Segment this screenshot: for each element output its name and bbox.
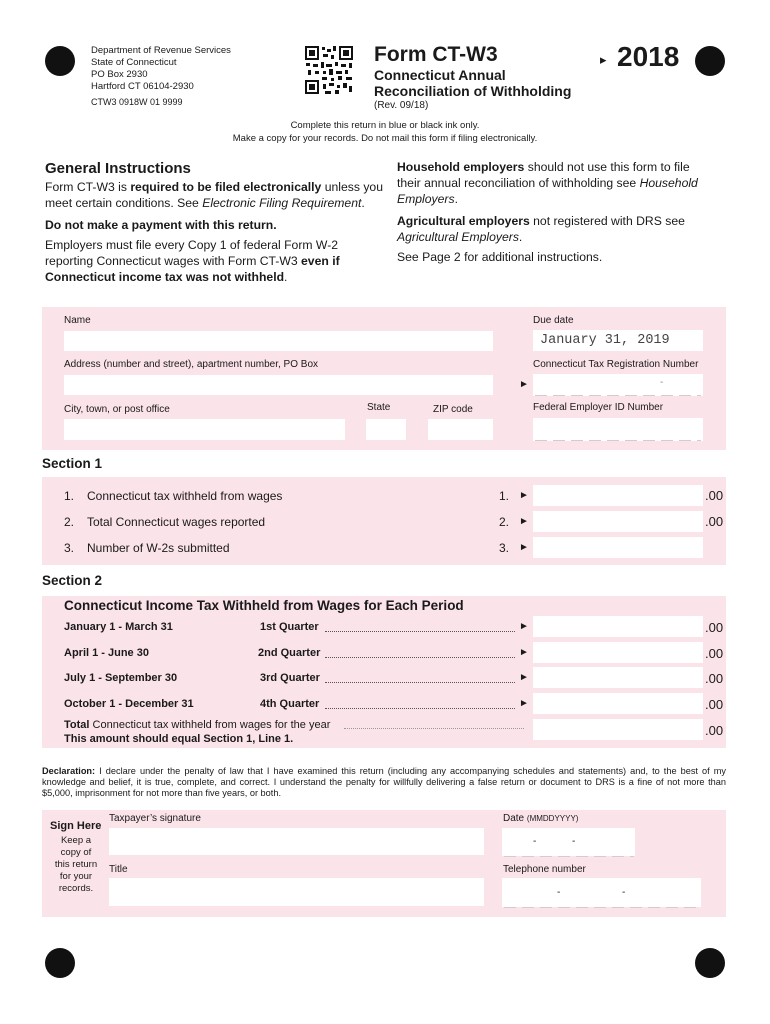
instructions-para-1: Form CT-W3 is required to be filed electronically unless you meet certain conditions. See Electronic Filing Requirement. — [45, 180, 383, 210]
zip-label: ZIP code — [433, 404, 473, 415]
year-arrow-icon: ▸ — [600, 52, 607, 67]
arrow-icon: ► — [519, 672, 529, 683]
instructions-heading: General Instructions — [45, 160, 191, 177]
q1-period: January 1 - March 31 — [64, 621, 173, 633]
date-separator: - — [533, 836, 537, 847]
form-subtitle-1: Connecticut Annual — [374, 67, 506, 83]
arrow-icon: ► — [519, 621, 529, 632]
line-1-label: Connecticut tax withheld from wages — [87, 489, 283, 503]
see-page-2-note: See Page 2 for additional instructions. — [397, 250, 603, 264]
q4-cents: .00 — [705, 697, 724, 712]
digit-guides — [535, 440, 701, 441]
q2-label: 2nd Quarter — [258, 647, 321, 659]
line-1-ref: 1. — [499, 489, 510, 503]
phone-separator: - — [557, 887, 561, 898]
q4-label: 4th Quarter — [260, 698, 320, 710]
instructions-para-3: Employers must file every Copy 1 of federal Form W-2 reporting Connecticut wages with Form CT-W3 even if Connecticut income tax was not withheld. — [45, 238, 340, 284]
signature-input[interactable] — [109, 828, 484, 855]
q3-cents: .00 — [705, 671, 724, 686]
due-date-field — [533, 330, 703, 351]
phone-separator: - — [622, 887, 626, 898]
copy-note: Make a copy for your records. Do not mail this form if filing electronically. — [232, 133, 538, 144]
q1-cents: .00 — [705, 620, 724, 635]
address-label: Address (number and street), apartment number, PO Box — [64, 359, 319, 370]
total-label: Total Connecticut tax withheld from wages for the year — [64, 719, 331, 731]
dept-city: Hartford CT 06104-2930 — [91, 81, 194, 92]
line-3-input[interactable] — [533, 537, 703, 558]
section-1-title: Section 1 — [42, 456, 103, 471]
digit-guides — [504, 907, 700, 908]
address-input[interactable] — [64, 375, 493, 395]
q4-input[interactable] — [533, 693, 703, 714]
registration-mark — [45, 46, 75, 76]
no-payment-note: Do not make a payment with this return. — [45, 218, 277, 232]
q3-label: 3rd Quarter — [260, 672, 320, 684]
date-separator: - — [572, 836, 576, 847]
keep-copy-note: Keep a copy of this return for your records. — [54, 835, 98, 894]
tax-year: 2018 — [617, 41, 680, 72]
name-label: Name — [64, 315, 91, 326]
section-2-heading: Connecticut Income Tax Withheld from Wages for Each Period — [64, 598, 464, 613]
line-1-input[interactable] — [533, 485, 703, 506]
line-1-cents: .00 — [705, 488, 724, 503]
dept-name: Department of Revenue Services — [91, 45, 231, 56]
dept-state: State of Connecticut — [91, 57, 177, 68]
zip-input[interactable] — [428, 419, 493, 440]
line-1-number: 1. — [64, 489, 75, 503]
state-label: State — [367, 402, 391, 413]
declaration: Declaration: I declare under the penalty of law that I have examined this return (including any accompanying schedules and statements) and, to the best of my knowledge and belief, it is true, complete, and correct. I understand the penalty for willfully delivering a false return or document to DRS is a fine of not more than $5,000, imprisonment for not more than five years, or both. — [42, 766, 726, 798]
city-label: City, town, or post office — [64, 404, 170, 415]
q3-period: July 1 - September 30 — [64, 672, 178, 684]
line-3-ref: 3. — [499, 541, 510, 555]
ct-registration-label: Connecticut Tax Registration Number — [533, 359, 699, 370]
line-2-number: 2. — [64, 515, 75, 529]
line-3-label: Number of W-2s submitted — [87, 541, 230, 555]
q4-period: October 1 - December 31 — [64, 698, 194, 710]
line-2-cents: .00 — [705, 514, 724, 529]
q3-input[interactable] — [533, 667, 703, 688]
state-input[interactable] — [366, 419, 406, 440]
city-input[interactable] — [64, 419, 345, 440]
form-code: CTW3 0918W 01 9999 — [91, 97, 183, 107]
arrow-icon: ► — [519, 516, 529, 527]
total-leader — [344, 728, 524, 729]
form-revision: (Rev. 09/18) — [374, 100, 429, 111]
fein-label: Federal Employer ID Number — [533, 402, 664, 413]
sign-here-label: Sign Here — [50, 820, 102, 832]
line-3-number: 3. — [64, 541, 75, 555]
date-input[interactable] — [502, 828, 635, 856]
line-2-label: Total Connecticut wages reported — [87, 515, 266, 529]
total-note: This amount should equal Section 1, Line 1. — [64, 733, 294, 745]
total-cents: .00 — [705, 723, 724, 738]
line-2-ref: 2. — [499, 515, 510, 529]
qr-code-icon — [305, 46, 353, 94]
telephone-input[interactable] — [502, 878, 701, 907]
line-2-input[interactable] — [533, 511, 703, 532]
signature-label: Taxpayer’s signature — [109, 813, 201, 824]
arrow-icon: ► — [519, 542, 529, 553]
registration-mark — [695, 948, 725, 978]
due-date-label: Due date — [533, 315, 574, 326]
arrow-icon: ► — [519, 647, 529, 658]
date-label: Date (MMDDYYYY) — [503, 813, 579, 824]
telephone-label: Telephone number — [503, 864, 586, 875]
title-input[interactable] — [109, 878, 484, 906]
q3-leader — [325, 682, 515, 683]
q1-leader — [325, 631, 515, 632]
section-2-title: Section 2 — [42, 573, 103, 588]
dept-pobox: PO Box 2930 — [91, 69, 148, 80]
fein-input[interactable] — [533, 418, 703, 441]
title-label: Title — [109, 864, 128, 875]
q4-leader — [325, 708, 515, 709]
q2-period: April 1 - June 30 — [64, 647, 149, 659]
q2-input[interactable] — [533, 642, 703, 663]
agricultural-employers-note: Agricultural employers not registered with DRS see Agricultural Employers. — [397, 214, 685, 244]
digit-guides — [535, 395, 701, 396]
q2-cents: .00 — [705, 646, 724, 661]
household-employers-note: Household employers should not use this form to file their annual reconciliation of withholding see Household Employers. — [397, 160, 698, 206]
ct-registration-separator: - — [660, 377, 664, 388]
ink-note: Complete this return in blue or black ink only. — [290, 120, 480, 131]
total-input[interactable] — [533, 719, 703, 740]
digit-guides — [504, 856, 634, 857]
q1-input[interactable] — [533, 616, 703, 637]
arrow-icon: ► — [519, 490, 529, 501]
registration-mark — [695, 46, 725, 76]
name-input[interactable] — [64, 331, 493, 351]
arrow-icon: ► — [519, 698, 529, 709]
due-date-value: January 31, 2019 — [540, 333, 670, 348]
form-subtitle-2: Reconciliation of Withholding — [374, 83, 572, 99]
q2-leader — [325, 657, 515, 658]
arrow-icon: ► — [519, 379, 529, 390]
form-title: Form CT-W3 — [374, 43, 498, 66]
registration-mark — [45, 948, 75, 978]
q1-label: 1st Quarter — [260, 621, 319, 633]
ct-registration-input[interactable] — [533, 374, 703, 396]
